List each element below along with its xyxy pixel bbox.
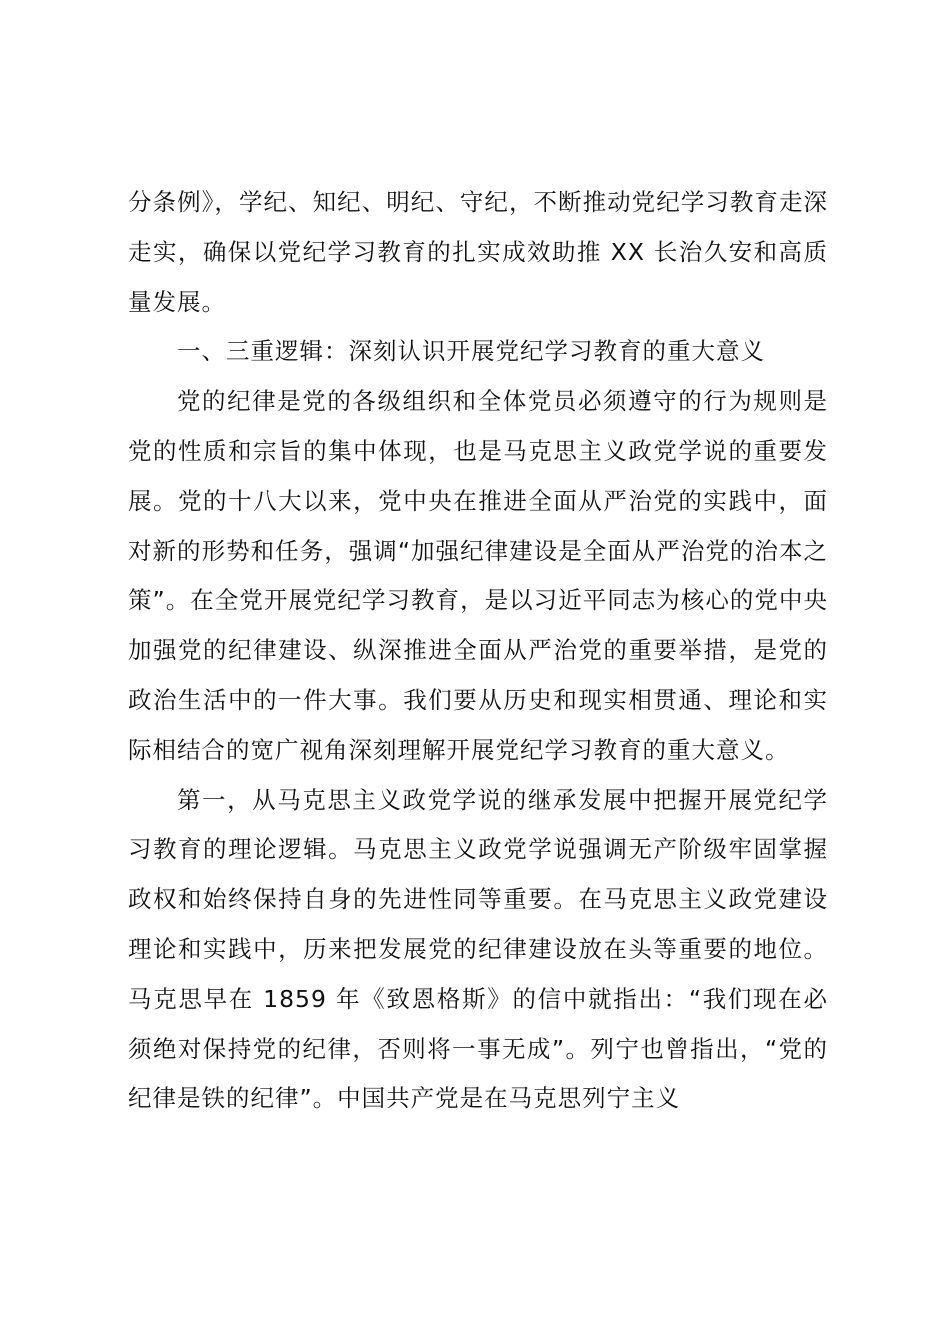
document-body xyxy=(128,178,828,1124)
paragraph-intro: 党的纪律是党的各级组织和全体党员必须遵守的行为规则是党的性质和宗旨的集中体现，也是马克思主义政党学说的重要发展。党的十八大以来，党中央在推进全面从严治党的实践中，面对新的形势和任务，强调“加强纪律建设是全面从严治党的治本之策”。在全党开展党纪学习教育，是以习近平同志为核心的党中央加强党的纪律建设、纵深推进全面从严治党的重要举措，是党的政治生活中的一件大事。我们要从历史和现实相贯通、理论和实际相结合的宽广视角深刻理解开展党纪学习教育的重大意义。 xyxy=(128,387,828,764)
paragraph-continuation: 分条例》，学纪、知纪、明纪、守纪，不断推动党纪学习教育走深走实，确保以党纪学习教育的扎实成效助推 XX 长治久安和高质量发展。 xyxy=(128,188,828,316)
paragraph-first-point: 第一，从马克思主义政党学说的继承发展中把握开展党纪学习教育的理论逻辑。马克思主义政党学说强调无产阶级牢固掌握政权和始终保持自身的先进性同等重要。在马克思主义政党建设理论和实践中，历来把发展党的纪律建设放在头等重要的地位。马克思早在 1859 年《致恩格斯》的信中就指出：“我们现在必须绝对保持党的纪律，否则将一事无成”。列宁也曾指出，“党的纪律是铁的纪律”。中国共产党是在马克思列宁主义 xyxy=(128,785,828,1113)
section-heading: 一、三重逻辑：深刻认识开展党纪学习教育的重大意义 xyxy=(177,337,765,366)
